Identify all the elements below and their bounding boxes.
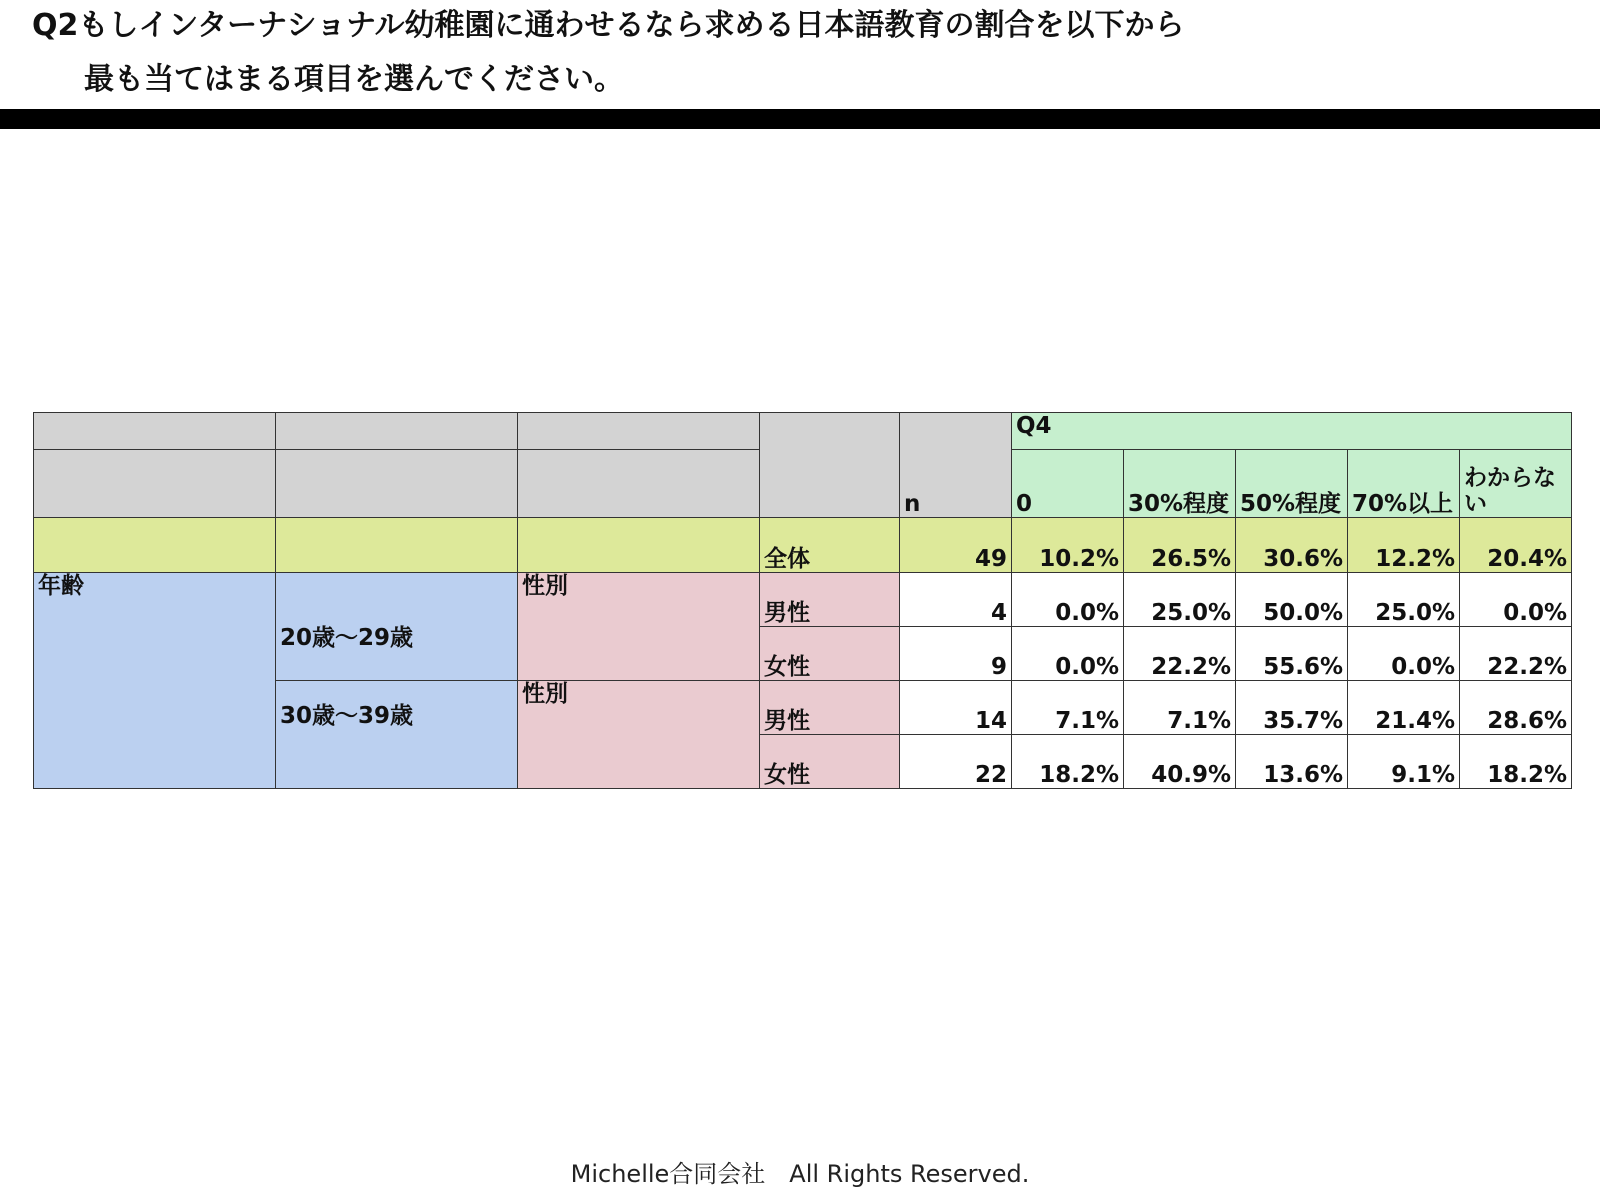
- row-n: 14: [900, 681, 1012, 735]
- row-value: 28.6%: [1460, 681, 1572, 735]
- row-n: 4: [900, 573, 1012, 627]
- row-value: 0.0%: [1460, 573, 1572, 627]
- column-header-0: 0: [1012, 450, 1124, 518]
- row-value: 21.4%: [1348, 681, 1460, 735]
- sex-label: 性別: [518, 681, 760, 789]
- column-header-70: 70%以上: [1348, 450, 1460, 518]
- row-value: 7.1%: [1124, 681, 1236, 735]
- row-value: 50.0%: [1236, 573, 1348, 627]
- header-blank: [518, 450, 760, 518]
- total-value: 30.6%: [1236, 518, 1348, 573]
- header-blank: [760, 413, 900, 518]
- sex-category: 男性: [760, 681, 900, 735]
- total-row: [34, 518, 1572, 573]
- row-n: 9: [900, 627, 1012, 681]
- row-value: 35.7%: [1236, 681, 1348, 735]
- q4-group-header: Q4: [1012, 413, 1572, 450]
- header-blank: [276, 413, 518, 450]
- sex-category: 女性: [760, 735, 900, 789]
- age-label: 年齢: [34, 573, 276, 789]
- row-value: 0.0%: [1012, 573, 1124, 627]
- row-value: 55.6%: [1236, 627, 1348, 681]
- row-value: 25.0%: [1348, 573, 1460, 627]
- row-n: 22: [900, 735, 1012, 789]
- age-group-label: 30歳〜39歳: [276, 681, 518, 789]
- header-blank: [34, 413, 276, 450]
- total-value: 20.4%: [1460, 518, 1572, 573]
- total-label: 全体: [760, 518, 900, 573]
- row-value: 0.0%: [1012, 627, 1124, 681]
- header-blank: [34, 450, 276, 518]
- column-header-50: 50%程度: [1236, 450, 1348, 518]
- total-blank: [34, 518, 276, 573]
- column-header-30: 30%程度: [1124, 450, 1236, 518]
- row-value: 7.1%: [1012, 681, 1124, 735]
- total-blank: [276, 518, 518, 573]
- header-blank: [518, 413, 760, 450]
- header-row-1: [34, 413, 1572, 450]
- copyright-footer: Michelle合同会社 All Rights Reserved.: [570, 1160, 1030, 1188]
- row-value: 22.2%: [1124, 627, 1236, 681]
- row-value: 40.9%: [1124, 735, 1236, 789]
- total-value: 12.2%: [1348, 518, 1460, 573]
- total-value: 26.5%: [1124, 518, 1236, 573]
- row-value: 25.0%: [1124, 573, 1236, 627]
- crosstab-table: [33, 412, 1572, 789]
- row-value: 22.2%: [1460, 627, 1572, 681]
- column-header-unknown: わからない: [1460, 450, 1572, 518]
- n-header: n: [900, 413, 1012, 518]
- header-blank: [276, 450, 518, 518]
- page-title-line-1: Q2もしインターナショナル幼稚園に通わせるなら求める日本語教育の割合を以下から: [32, 8, 1185, 43]
- row-value: 9.1%: [1348, 735, 1460, 789]
- table-row: [34, 573, 1572, 627]
- age-group-label: 20歳〜29歳: [276, 573, 518, 681]
- total-value: 10.2%: [1012, 518, 1124, 573]
- sex-category: 男性: [760, 573, 900, 627]
- row-value: 18.2%: [1012, 735, 1124, 789]
- row-value: 0.0%: [1348, 627, 1460, 681]
- page-title-line-2: 最も当てはまる項目を選んでください。: [84, 62, 624, 97]
- title-divider: [0, 109, 1600, 129]
- sex-category: 女性: [760, 627, 900, 681]
- row-value: 13.6%: [1236, 735, 1348, 789]
- total-blank: [518, 518, 760, 573]
- total-n: 49: [900, 518, 1012, 573]
- row-value: 18.2%: [1460, 735, 1572, 789]
- sex-label: 性別: [518, 573, 760, 681]
